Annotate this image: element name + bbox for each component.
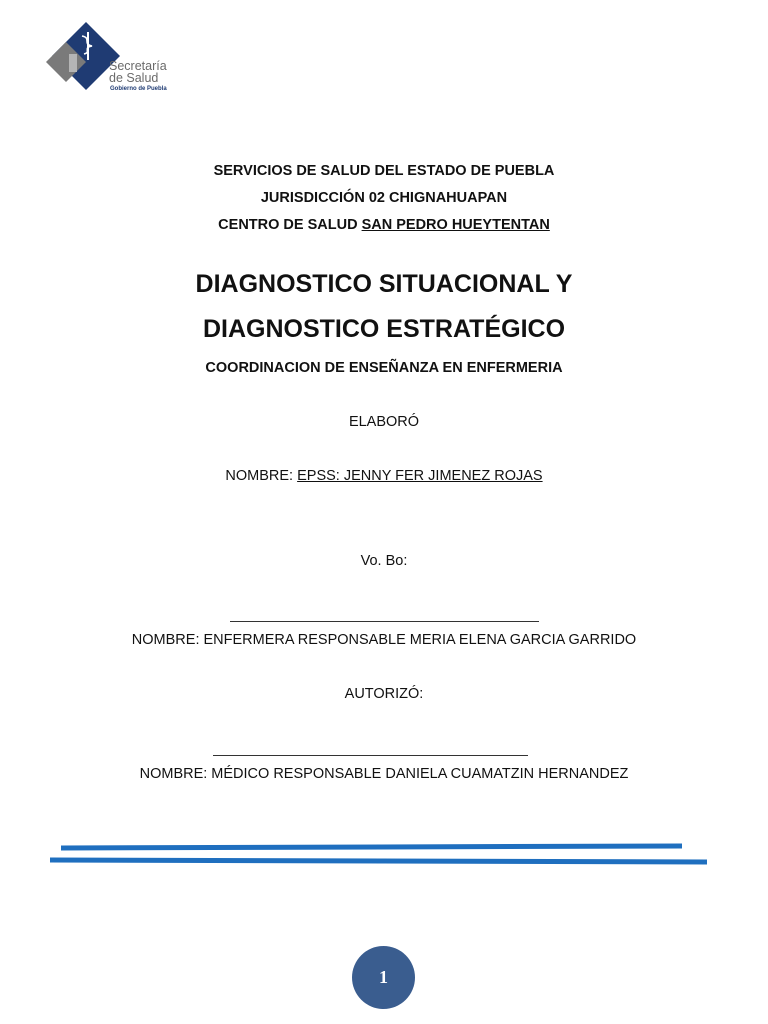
logo-name-line1: Secretaría bbox=[109, 59, 167, 73]
logo-name-line2: de Salud bbox=[109, 71, 159, 85]
autorizo-name: NOMBRE: MÉDICO RESPONSABLE DANIELA CUAMATZIN HERNANDEZ bbox=[139, 766, 629, 782]
elaboro-label: ELABORÓ bbox=[348, 414, 420, 430]
coordination-subtitle: COORDINACION DE ENSEÑANZA EN ENFERMERIA bbox=[205, 360, 563, 376]
secretaria-salud-logo bbox=[46, 20, 186, 100]
logo-name bbox=[109, 60, 167, 84]
elaboro-name bbox=[0, 468, 768, 484]
document-title-line2: DIAGNOSTICO ESTRATÉGICO bbox=[202, 315, 566, 343]
page-number: 1 bbox=[379, 967, 388, 987]
autorizo-signature-line bbox=[213, 755, 528, 756]
health-center-line bbox=[0, 217, 768, 233]
health-center-prefix: CENTRO DE SALUD bbox=[218, 217, 362, 233]
footer-decorative-lines bbox=[0, 835, 768, 875]
institution-line: SERVICIOS DE SALUD DEL ESTADO DE PUEBLA bbox=[213, 163, 555, 179]
page-number-badge bbox=[352, 946, 415, 1009]
autorizo-label: AUTORIZÓ: bbox=[344, 686, 424, 702]
vobo-label: Vo. Bo: bbox=[360, 553, 408, 569]
vobo-name: NOMBRE: ENFERMERA RESPONSABLE MERIA ELENA GARCIA GARRIDO bbox=[131, 632, 637, 648]
logo-subtitle: Gobierno de Puebla bbox=[110, 86, 167, 92]
jurisdiction-line: JURISDICCIÓN 02 CHIGNAHUAPAN bbox=[260, 190, 508, 206]
elaboro-name-prefix: NOMBRE: bbox=[225, 468, 298, 484]
elaboro-name-value: EPSS: JENNY FER JIMENEZ ROJAS bbox=[297, 468, 543, 484]
vobo-signature-line bbox=[230, 621, 539, 622]
health-center-name: SAN PEDRO HUEYTENTAN bbox=[361, 217, 550, 233]
document-title-line1: DIAGNOSTICO SITUACIONAL Y bbox=[195, 270, 573, 298]
